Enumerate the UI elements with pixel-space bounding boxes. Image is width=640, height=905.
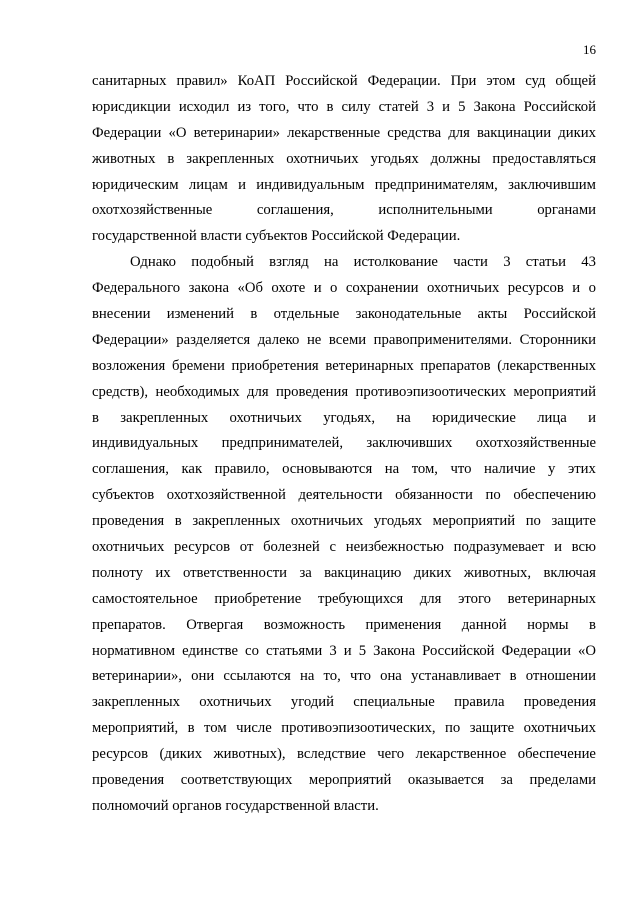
text-line: проведения в закрепленных охотничьих угодьях мероприятий по защите	[92, 513, 596, 530]
text-line: Федерации» разделяется далеко не всеми правоприменителями. Сторонники	[92, 331, 596, 348]
text-line: Однако подобный взгляд на истолкование части 3 статьи 43	[130, 254, 596, 271]
text-line: субъектов охотхозяйственной деятельности обязанности по обеспечению	[92, 487, 596, 504]
text-line: полноту их ответственности за вакцинацию диких животных, включая	[92, 564, 596, 581]
text-line: возложения бремени приобретения ветеринарных препаратов (лекарственных	[92, 357, 596, 374]
text-line: ресурсов (диких животных), вследствие чего лекарственное обеспечение	[92, 746, 596, 763]
text-line: индивидуальных предпринимателей, заключивших охотхозяйственные	[92, 435, 596, 452]
text-line: внесении изменений в отдельные законодательные акты Российской	[92, 306, 596, 323]
text-line: нормативном единстве со статьями 3 и 5 Закона Российской Федерации «О	[92, 642, 596, 659]
text-line: самостоятельное приобретение требующихся для этого ветеринарных	[92, 590, 596, 607]
text-line: закрепленных охотничьих угодий специальные правила проведения	[92, 694, 596, 711]
text-line: государственной власти субъектов Российской Федерации.	[92, 228, 461, 245]
paragraph	[92, 69, 596, 250]
text-line: юрисдикции исходил из того, что в силу статей 3 и 5 Закона Российской	[92, 98, 596, 115]
page-number: 16	[583, 42, 596, 57]
text-line: полномочий органов государственной власти.	[92, 797, 379, 814]
text-line: в закрепленных охотничьих угодьях, на юридические лица и	[92, 409, 596, 426]
text-line: охотничьих ресурсов от болезней с неизбежностью подразумевает и всю	[92, 539, 596, 556]
text-line: проведения соответствующих мероприятий оказывается за пределами	[92, 772, 596, 789]
text-line: санитарных правил» КоАП Российской Федерации. При этом суд общей	[92, 73, 596, 89]
paragraph	[92, 250, 596, 820]
text-line: Федерального закона «Об охоте и о сохранении охотничьих ресурсов и о	[92, 280, 596, 297]
text-line: соглашения, как правило, основываются на том, что наличие у этих	[92, 461, 596, 478]
text-line: мероприятий, в том числе противоэпизоотических, по защите охотничьих	[92, 720, 596, 737]
text-line: Федерации «О ветеринарии» лекарственные средства для вакцинации диких	[92, 124, 596, 141]
text-line: препаратов. Отвергая возможность применения данной нормы в	[92, 616, 596, 633]
text-line: ветеринарии», они ссылаются на то, что она устанавливает в отношении	[92, 668, 596, 685]
text-line: животных в закрепленных охотничьих угодьях должны предоставляться	[92, 150, 596, 167]
text-line: охотхозяйственные соглашения, исполнительными органами	[92, 202, 596, 219]
text-line: юридическим лицам и индивидуальным предпринимателям, заключившим	[92, 176, 596, 193]
text-line: средств), необходимых для проведения противоэпизоотических мероприятий	[92, 383, 596, 400]
document-body	[92, 69, 596, 820]
